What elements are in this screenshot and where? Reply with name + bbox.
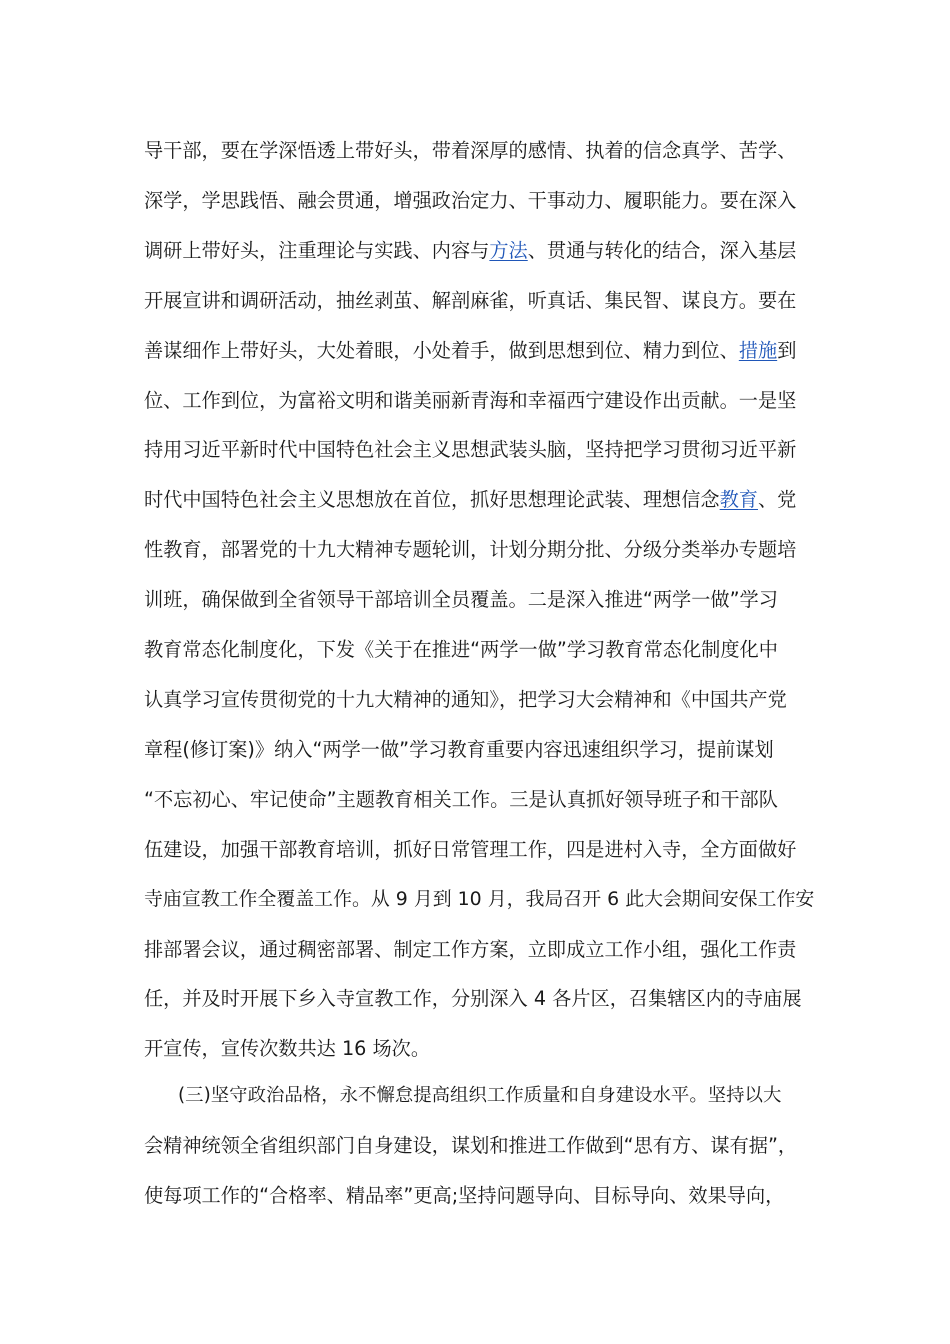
- text-segment: 调研上带好头，注重理论与实践、内容与: [144, 238, 490, 262]
- text-line: 位、工作到位，为富裕文明和谐美丽新青海和幸福西宁建设作出贡献。一是坚: [144, 388, 797, 412]
- text-line: 性教育，部署党的十九大精神专题轮训，计划分期分批、分级分类举办专题培: [144, 538, 797, 562]
- text-segment: 时代中国特色社会主义思想放在首位，抓好思想理论武装、理想信念: [144, 488, 720, 512]
- text-line: 持用习近平新时代中国特色社会主义思想武装头脑，坚持把学习贯彻习近平新: [144, 438, 797, 462]
- text-line: (三)坚守政治品格，永不懈怠提高组织工作质量和自身建设水平。坚持以大: [178, 1085, 782, 1106]
- text-segment: 到: [777, 338, 797, 362]
- text-line: 深学，学思践悟、融会贯通，增强政治定力、干事动力、履职能力。要在深入: [144, 188, 797, 212]
- text-line: 章程(修订案)》纳入“两学一做”学习教育重要内容迅速组织学习，提前谋划: [144, 737, 774, 761]
- text-line: 教育常态化制度化，下发《关于在推进“两学一做”学习教育常态化制度化中: [144, 638, 778, 662]
- text-line: 开展宣讲和调研活动，抽丝剥茧、解剖麻雀，听真话、集民智、谋良方。要在: [144, 288, 797, 312]
- text-line: [144, 475, 814, 525]
- text-segment: 、贯通与转化的结合，深入基层: [527, 238, 797, 262]
- link-cuoshi[interactable]: 措施: [738, 338, 778, 362]
- text-line: 排部署会议，通过稠密部署、制定工作方案，立即成立工作小组，强化工作责: [144, 937, 797, 961]
- text-line: 开宣传，宣传次数共达 16 场次。: [144, 1037, 431, 1061]
- text-line: 会精神统领全省组织部门自身建设，谋划和推进工作做到“思有方、谋有据”，: [144, 1133, 798, 1157]
- text-line: “不忘初心、牢记使命”主题教育相关工作。三是认真抓好领导班子和干部队: [144, 787, 778, 811]
- body-paragraph-1: [144, 126, 814, 1074]
- text-line: 认真学习宣传贯彻党的十九大精神的通知》，把学习大会精神和《中国共产党: [144, 687, 787, 711]
- text-line: 使每项工作的“合格率、精品率”更高;坚持问题导向、目标导向、效果导向，: [144, 1183, 785, 1207]
- link-fangfa[interactable]: 方法: [489, 238, 528, 262]
- text-line: [144, 226, 814, 276]
- text-line: 导干部，要在学深悟透上带好头，带着深厚的感情、执着的信念真学、苦学、: [144, 139, 797, 162]
- text-segment: 善谋细作上带好头，大处着眼，小处着手，做到思想到位、精力到位、: [144, 338, 739, 362]
- text-line: 伍建设，加强干部教育培训，抓好日常管理工作，四是进村入寺，全方面做好: [144, 837, 797, 861]
- text-line: 任，并及时开展下乡入寺宣教工作，分别深入 4 各片区，召集辖区内的寺庙展: [144, 987, 802, 1011]
- link-jiaoyu[interactable]: 教育: [719, 488, 758, 512]
- text-line: [144, 326, 814, 376]
- body-paragraph-2: [144, 1071, 814, 1221]
- text-segment: 、党: [758, 488, 797, 512]
- text-line: 寺庙宣教工作全覆盖工作。从 9 月到 10 月，我局召开 6 此大会期间安保工作安: [144, 887, 815, 910]
- text-line: 训班，确保做到全省领导干部培训全员覆盖。二是深入推进“两学一做”学习: [144, 588, 778, 612]
